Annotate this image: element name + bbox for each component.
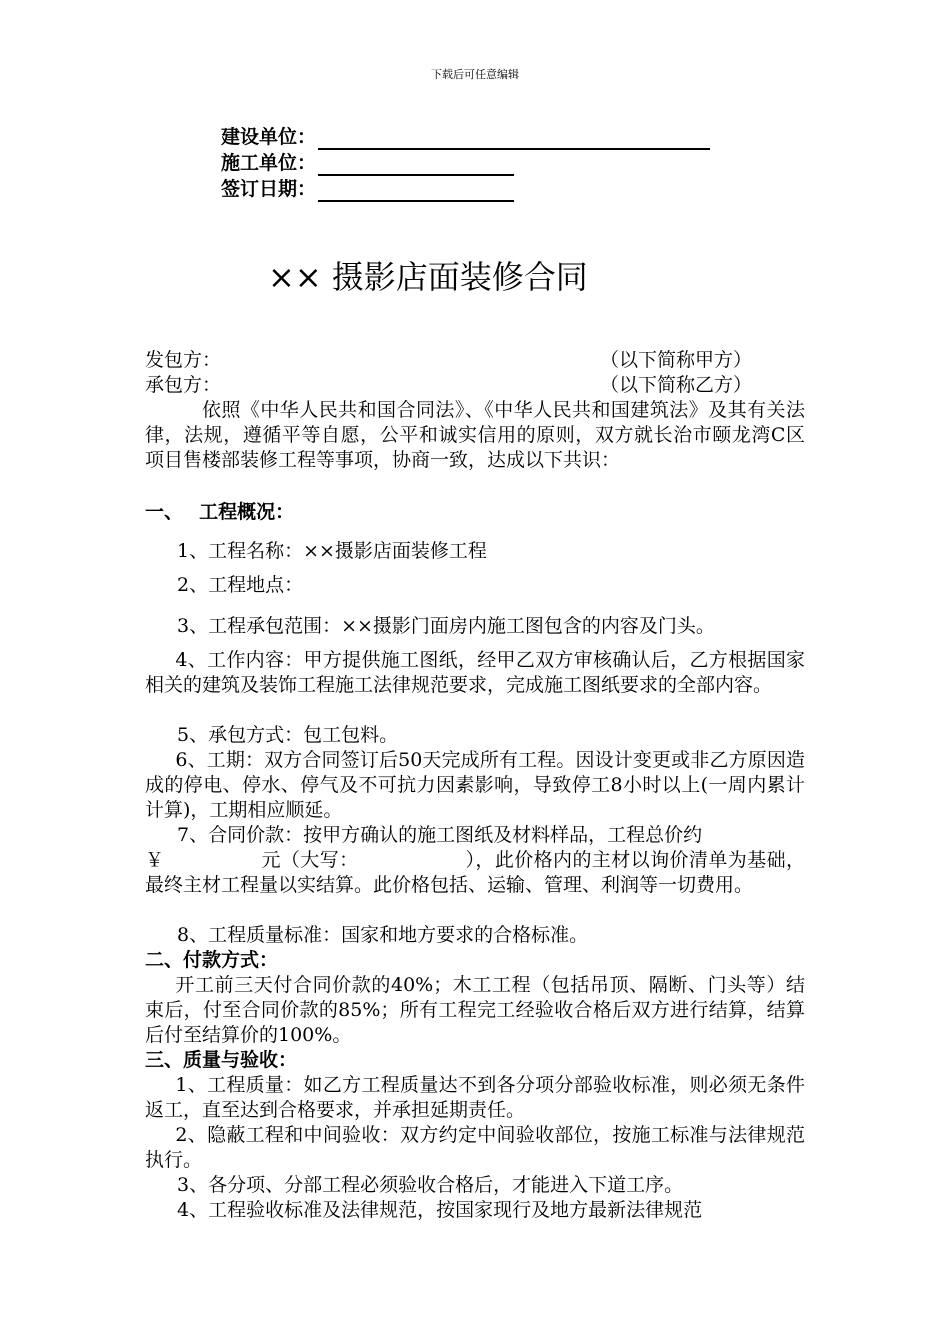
party-b-row bbox=[145, 373, 805, 398]
section1-heading: 一、 工程概况： bbox=[145, 501, 295, 523]
section3-item-3: 3、各分项、分部工程必须验收合格后，才能进入下道工序。 bbox=[177, 1174, 684, 1196]
builder-label: 建设单位： bbox=[221, 126, 317, 148]
section1-item-7-cont: ￥ 元（大写： ），此价格内的主材以询价清单为基础，最终主材工程量以实结算。此价格包括、运输、管理、利润等一切费用。 bbox=[145, 849, 805, 896]
date-field bbox=[221, 176, 514, 202]
date-blank-line[interactable] bbox=[318, 178, 514, 202]
party-a-label: 发包方： bbox=[145, 349, 222, 371]
party-a-note: （以下简称甲方） bbox=[600, 349, 753, 371]
section2-text: 开工前三天付合同价款的40%；木工工程（包括吊顶、隔断、门头等）结束后，付至合同价款的85%；所有工程完工经验收合格后双方进行结算，结算后付至结算价的100%。 bbox=[145, 974, 805, 1046]
section1-item-4: 4、工作内容：甲方提供施工图纸，经甲乙双方审核确认后，乙方根据国家相关的建筑及装饰工程施工法律规范要求，完成施工图纸要求的全部内容。 bbox=[145, 649, 805, 696]
section3-item-1: 1、工程质量：如乙方工程质量达不到各分项分部验收标准，则必须无条件返工，直至达到合格要求，并承担延期责任。 bbox=[145, 1074, 805, 1121]
section1-item-5: 5、承包方式：包工包料。 bbox=[177, 724, 399, 746]
section1-item-2: 2、工程地点： bbox=[177, 574, 304, 596]
party-b-label: 承包方： bbox=[145, 374, 222, 396]
document-title: ×× 摄影店面装修合同 bbox=[268, 258, 588, 296]
section1-item-6: 6、工期：双方合同签订后50天完成所有工程。因设计变更或非乙方原因造成的停电、停水、停气及不可抗力因素影响，导致停工8小时以上(一周内累计计算)，工期相应顺延。 bbox=[145, 749, 805, 821]
section3-item-4: 4、工程验收标准及法律规范，按国家现行及地方最新法律规范 bbox=[177, 1199, 703, 1221]
section3-item-2: 2、隐蔽工程和中间验收：双方约定中间验收部位，按施工标准与法律规范执行。 bbox=[145, 1124, 805, 1171]
contractor-blank-line[interactable] bbox=[318, 152, 514, 176]
section1-item-8: 8、工程质量标准：国家和地方要求的合格标准。 bbox=[177, 924, 589, 946]
party-a-row bbox=[145, 348, 805, 373]
contractor-label: 施工单位： bbox=[221, 152, 317, 174]
party-b-note: （以下简称乙方） bbox=[600, 374, 753, 396]
date-label: 签订日期： bbox=[221, 178, 317, 200]
builder-blank-line[interactable] bbox=[318, 126, 710, 150]
header-note: 下载后可任意编辑 bbox=[431, 68, 519, 81]
section1-item-7: 7、合同价款：按甲方确认的施工图纸及材料样品，工程总价约 bbox=[177, 824, 703, 846]
section2-heading: 二、付款方式： bbox=[145, 949, 279, 971]
section1-item-3: 3、工程承包范围：××摄影门面房内施工图包含的内容及门头。 bbox=[177, 615, 715, 637]
contractor-field bbox=[221, 150, 514, 176]
section1-item-1: 1、工程名称：××摄影店面装修工程 bbox=[177, 540, 487, 562]
section3-heading: 三、质量与验收： bbox=[145, 1049, 298, 1071]
builder-field bbox=[221, 124, 710, 150]
preamble: 依照《中华人民共和国合同法》、《中华人民共和国建筑法》及其有关法律，法规，遵循平等自愿，公平和诚实信用的原则，双方就长治市颐龙湾C区项目售楼部装修工程等事项，协商一致，达成以下共识： bbox=[145, 399, 805, 471]
